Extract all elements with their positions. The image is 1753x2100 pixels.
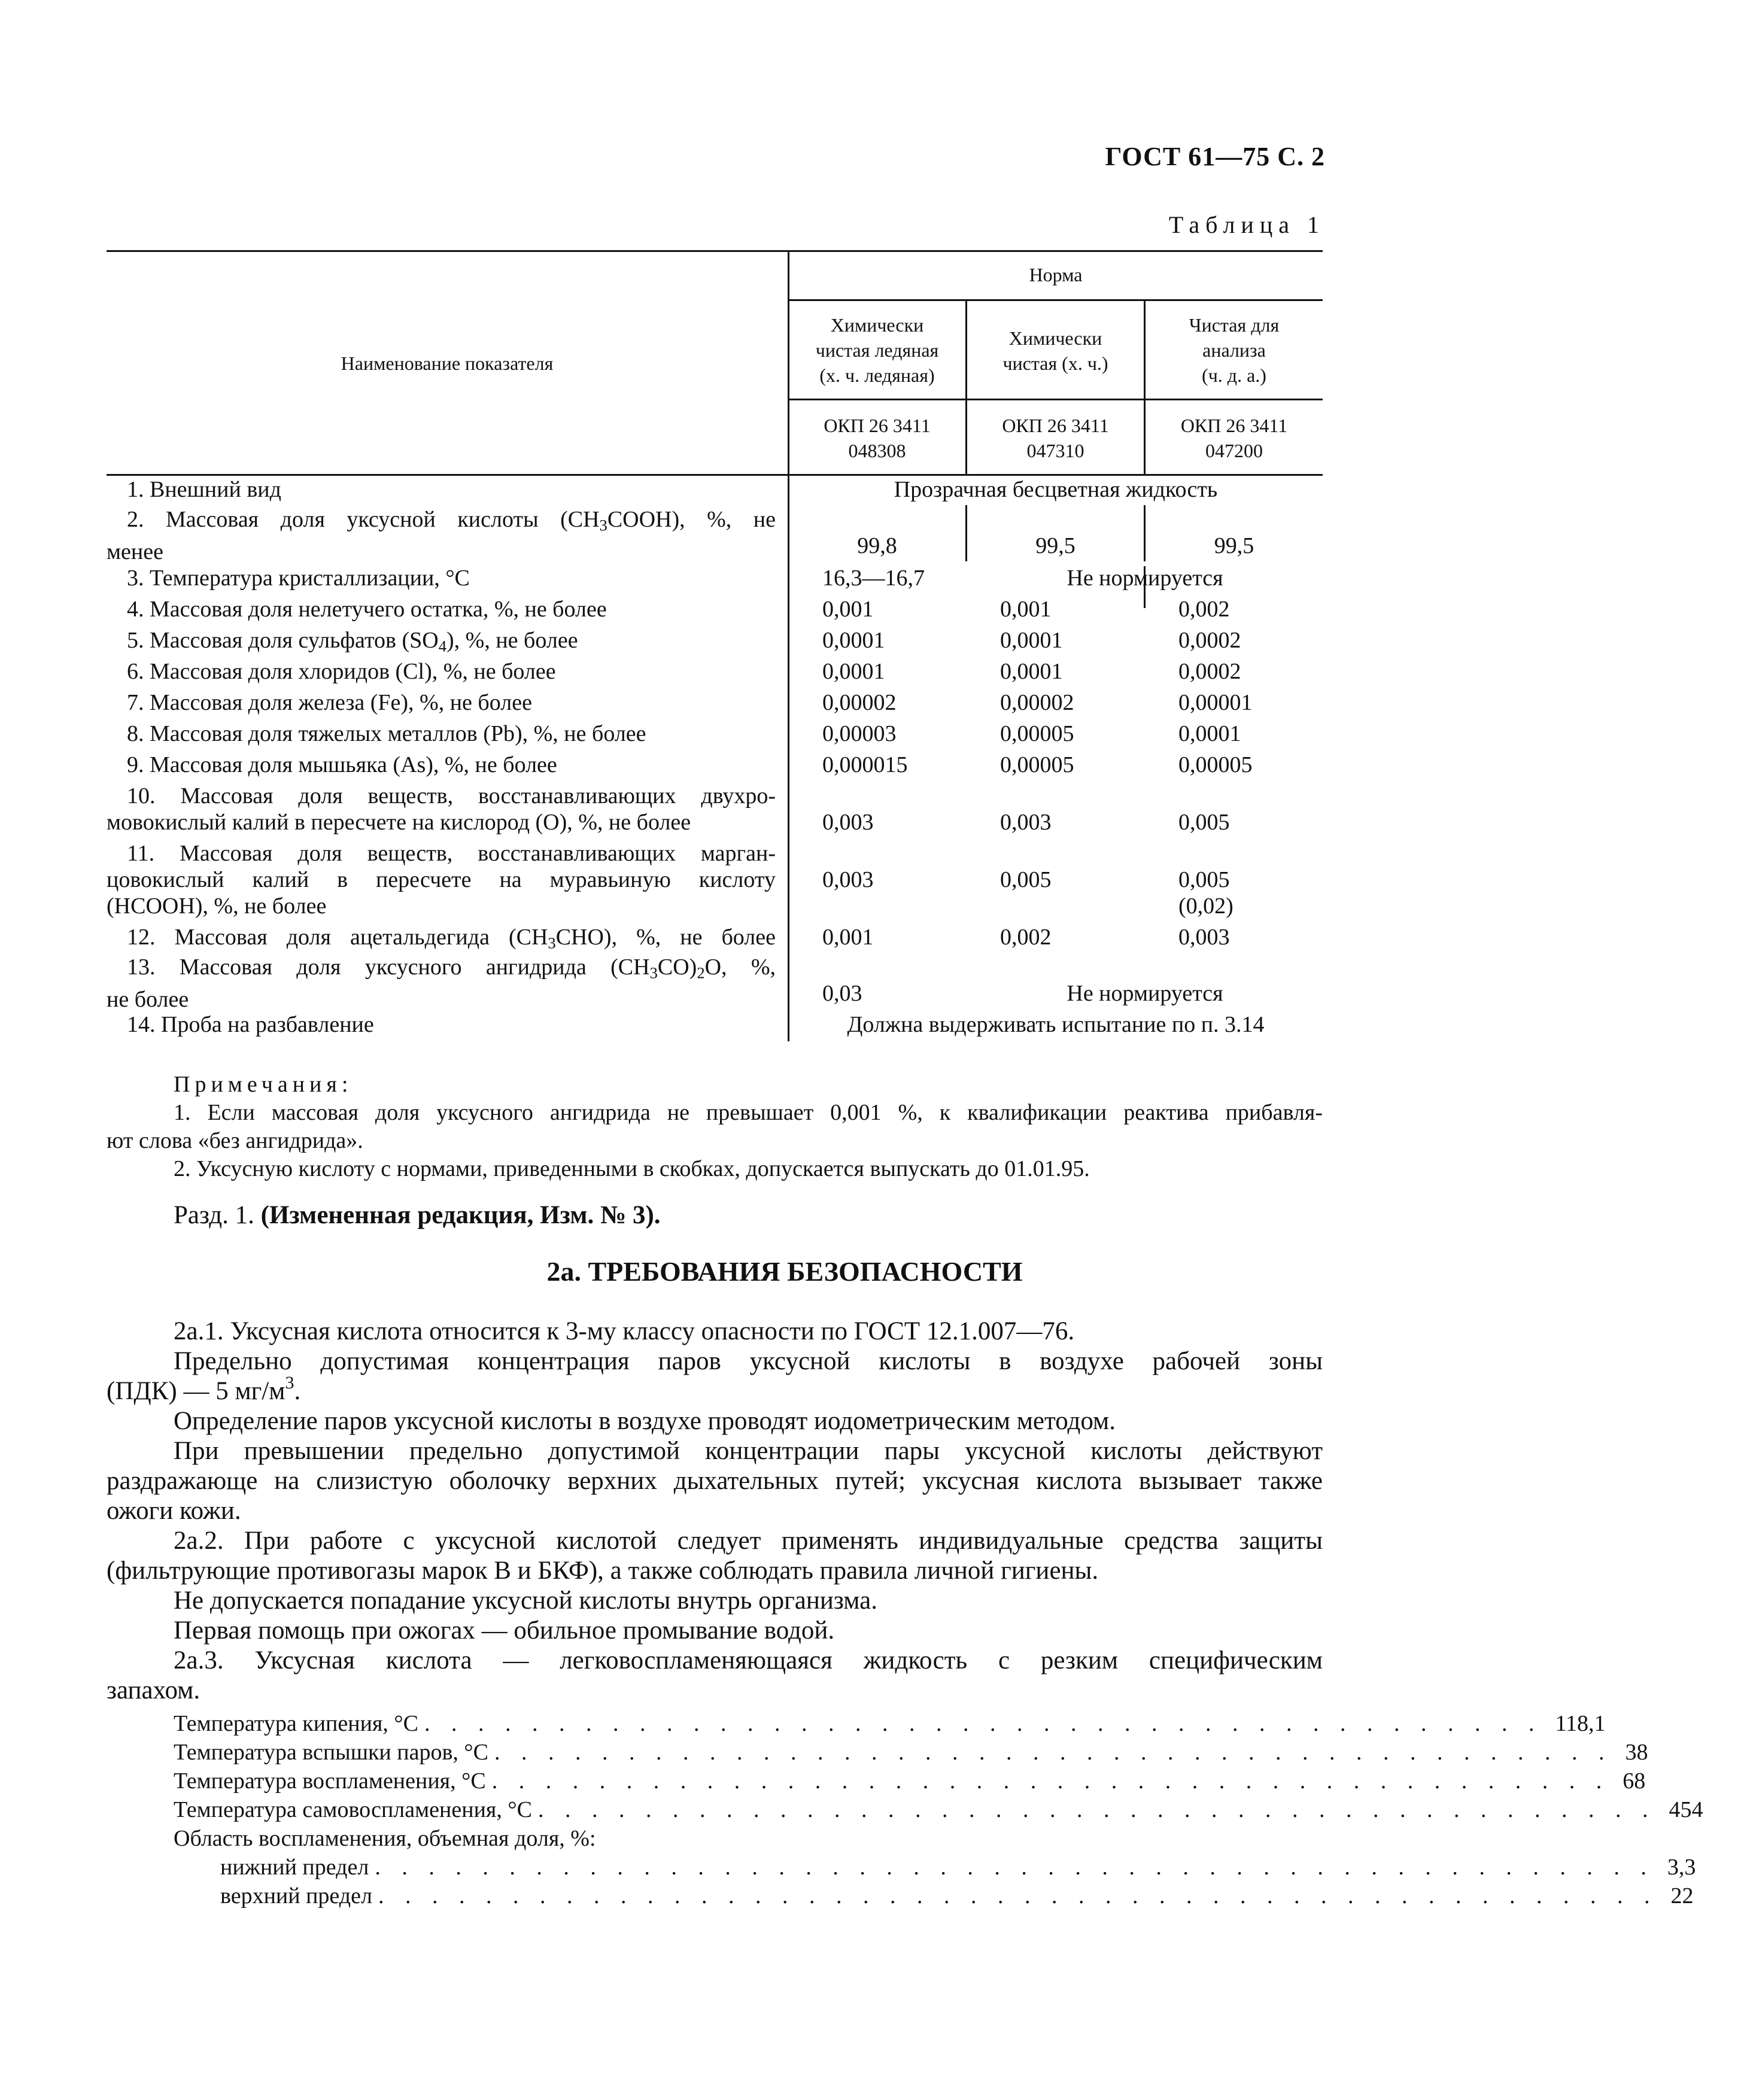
table-row-11-value-3-alt: (0,02) [1178,894,1234,919]
table-row-6-value-3: 0,0002 [1178,659,1241,684]
table-row-1-name: 1. Внешний вид [127,477,281,502]
table-row-13-value-rest: Не нормируется [1067,981,1223,1006]
table-row-3-value-rest: Не нормируется [1067,566,1223,591]
table-row-2-value-1: 99,8 [857,533,897,558]
property-row: Температура кипения, °С . . . . . . . . . . . . . . . . . . . . . . . . . . . . . . . . . . . . . . . . . . 118,1 [174,1711,1606,1736]
table-row-5-value-2: 0,0001 [1000,628,1063,653]
table-row-10-name: 10. Массовая доля веществ, восстанавливающих двухро- мовокислый калий в пересчете на кислород (O), %, не более [107,783,776,835]
table-row-6-value-2: 0,0001 [1000,659,1063,684]
grade-3-okp: ОКП 26 3411 047200 [1180,415,1288,461]
table-row-2-value-3: 99,5 [1214,533,1254,558]
table-row-9-name: 9. Массовая доля мышьяка (As), %, не более [127,752,557,777]
norms-table [107,250,1323,1041]
table-row-10-value-3: 0,005 [1178,810,1230,835]
table-row-2-value-2: 99,5 [1035,533,1076,558]
table-row-4-value-2: 0,001 [1000,597,1052,622]
grade-2-okp: ОКП 26 3411 047310 [1002,415,1109,461]
table-row-10-value-1: 0,003 [822,810,874,835]
table-row-8-value-2: 0,00005 [1000,721,1074,746]
table-row-7-value-3: 0,00001 [1178,690,1253,715]
table-row-4-value-3: 0,002 [1178,597,1230,622]
table-row-5-value-3: 0,0002 [1178,628,1241,653]
table-row-2-name: 2. Массовая доля уксусной кислоты $(CH_3COOH)$, %, не менее [107,507,776,564]
table-row-4-name: 4. Массовая доля нелетучего остатка, %, не более [127,597,607,622]
norm-header: Норма [1029,264,1083,285]
table-row-1-value: Прозрачная бесцветная жидкость [894,477,1218,502]
section-body: 2а.1. Уксусная кислота относится к 3-му классу опасности по ГОСТ 12.1.007—76. Предельно допустимая концентрация паров уксусной кислоты в воздухе рабочей зоны (ПДК) — 5 $мг/м^3$. Определение паров уксусной кислоты в воздухе проводят иодометрическим методом. При превышении предельно допустимой концентрации пары уксусной кислоты действуют раздражающе на слизистую оболочку верхних дыхательных путей; уксусная кислота вызывает также ожоги кожи. 2а.2. При работе с уксусной кислотой следует применять индивидуальные средства защиты (фильтрующие противогазы марок В и БКФ), а также соблюдать правила личной гигиены. Не допускается попадание уксусной кислоты внутрь организма. Первая помощь при ожогах — обильное промывание водой. 2а.3. Уксусная кислота — легковоспламеняющаяся жидкость с резким специфическим запахом. [107,1317,1323,1704]
notes-title: Примечания: [174,1072,353,1097]
table-row-3-name: 3. Температура кристаллизации, °С [127,566,470,591]
table-row-8-value-3: 0,0001 [1178,721,1241,746]
table-row-7-value-2: 0,00002 [1000,690,1074,715]
table-row-9-value-3: 0,00005 [1178,752,1253,777]
table-row-13-name: 13. Массовая доля уксусного ангидрида $(CH_3CO)_2O$, %, не более [107,955,776,1012]
grade-2-header: Химически чистая (х. ч.) [1002,327,1108,374]
property-row: верхний предел . . . . . . . . . . . . . . . . . . . . . . . . . . . . . . . . . . . . . . . . . . . . . . . . 22 [220,1883,1694,1908]
table-row-8-name: 8. Массовая доля тяжелых металлов (Pb), %, не более [127,721,646,746]
table-row-5-name: 5. Массовая доля сульфатов $(SO_4)$, %, не более [127,628,578,655]
grade-3-header: Чистая для анализа (ч. д. а.) [1189,314,1280,386]
table-row-12-value-1: 0,001 [822,925,874,950]
grade-1-header: Химически чистая ледяная (х. ч. ледяная) [815,314,939,386]
table-row-8-value-1: 0,00003 [822,721,897,746]
table-row-6-name: 6. Массовая доля хлоридов (Cl), %, не более [127,659,556,684]
table-row-14-name: 14. Проба на разбавление [127,1012,374,1037]
table-row-7-value-1: 0,00002 [822,690,897,715]
table-row-13-value-1: 0,03 [822,981,862,1006]
table-row-12-name: 12. Массовая доля ацетальдегида $(CH_3CHO)$, %, не более [127,925,776,952]
properties-list [174,1709,1703,1910]
grade-1-okp: ОКП 26 3411 048308 [824,415,931,461]
property-row: Температура вспышки паров, °С . . . . . . . . . . . . . . . . . . . . . . . . . . . . . . . . . . . . . . . . . . 38 [174,1740,1648,1765]
table-row-12-value-2: 0,002 [1000,925,1052,950]
table-row-7-name: 7. Массовая доля железа (Fe), %, не более [127,690,532,715]
col-name-header: Наименование показателя [341,352,554,374]
section-title: 2а. ТРЕБОВАНИЯ БЕЗОПАСНОСТИ [546,1256,1023,1287]
property-row: нижний предел . . . . . . . . . . . . . . . . . . . . . . . . . . . . . . . . . . . . . . . . . . . . . . . . 3,3 [220,1855,1696,1880]
page-header: ГОСТ 61—75 С. 2 [1105,142,1325,171]
property-row: Температура самовоспламенения, °С . . . . . . . . . . . . . . . . . . . . . . . . . . . . . . . . . . . . . . . . . . 454 [174,1797,1703,1822]
table-row-11-value-3: 0,005 [1178,867,1230,892]
table-row-11-value-2: 0,005 [1000,867,1052,892]
table-row-11-name: 11. Массовая доля веществ, восстанавливающих марган- цовокислый калий в пересчете на муравьиную кислоту (HCOOH), %, не более [107,841,776,919]
table-row-11-value-1: 0,003 [822,867,874,892]
property-row: Температура воспламенения, °С . . . . . . . . . . . . . . . . . . . . . . . . . . . . . . . . . . . . . . . . . . 68 [174,1768,1646,1794]
table-row-6-value-1: 0,0001 [822,659,885,684]
amendment-note: Разд. 1. (Измененная редакция, Изм. № 3). [174,1201,661,1229]
property-row: Область воспламенения, объемная доля, %: [174,1826,596,1851]
table-row-14-value: Должна выдерживать испытание по п. 3.14 [847,1012,1265,1037]
table-row-9-value-2: 0,00005 [1000,752,1074,777]
table-row-10-value-2: 0,003 [1000,810,1052,835]
table-row-9-value-1: 0,000015 [822,752,908,777]
table-row-12-value-3: 0,003 [1178,925,1230,950]
table-row-3-value-1: 16,3—16,7 [822,566,925,591]
notes-body: 1. Если массовая доля уксусного ангидрида не превышает 0,001 %, к квалификации реактива прибавля- ют слова «без ангидрида». 2. Уксусную кислоту с нормами, приведенными в скобках, допускается выпускать до 01.01.95. [107,1100,1323,1181]
table-row-5-value-1: 0,0001 [822,628,885,653]
table-label: Таблица 1 [1168,211,1325,238]
table-row-4-value-1: 0,001 [822,597,874,622]
